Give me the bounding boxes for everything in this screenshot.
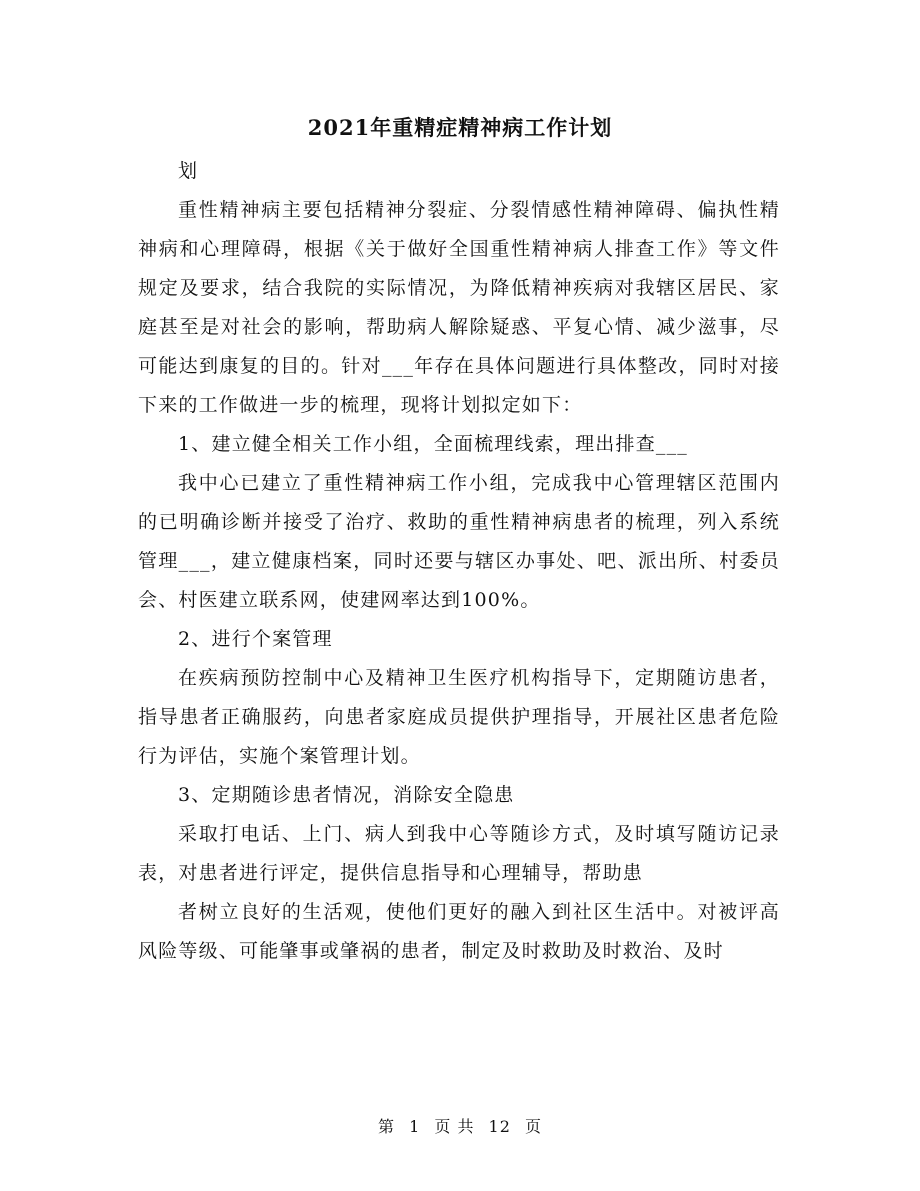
document-title: 2021年重精症精神病工作计划 — [307, 115, 613, 140]
footer-total-pages: 12 — [488, 1117, 511, 1136]
footer-prefix: 第 — [377, 1117, 395, 1136]
page-footer — [0, 1114, 920, 1137]
document-body — [138, 152, 780, 971]
footer-suffix: 页 — [525, 1117, 543, 1136]
footer-page-number: 1 — [409, 1117, 421, 1136]
heading-section-2: 2、进行个案管理 — [178, 628, 333, 650]
heading-section-3: 3、定期随诊患者情况，消除安全隐患 — [178, 784, 515, 806]
paragraph-section-1: 我中心已建立了重性精神病工作小组，完成我中心管理辖区范围内的已明确诊断并接受了治疗、救助的重性精神病患者的梳理，列入系统管理___，建立健康档案，同时还要与辖区办事处、吧、派出所、村委员会、村医建立联系网，使建网率达到100%。 — [138, 472, 780, 611]
paragraph-intro: 重性精神病主要包括精神分裂症、分裂情感性精神障碍、偏执性精神病和心理障碍，根据《关于做好全国重性精神病人排查工作》等文件规定及要求，结合我院的实际情况，为降低精神疾病对我辖区居民、家庭甚至是对社会的影响，帮助病人解除疑惑、平复心情、减少滋事，尽可能达到康复的目的。针对___年存在具体问题进行具体整改，同时对接下来的工作做进一步的梳理，现将计划拟定如下： — [138, 199, 780, 416]
paragraph-section-2: 在疾病预防控制中心及精神卫生医疗机构指导下，定期随访患者，指导患者正确服药，向患者家庭成员提供护理指导，开展社区患者危险行为评估，实施个案管理计划。 — [138, 667, 780, 767]
paragraph-fragment: 划 — [178, 160, 199, 182]
paragraph-section-3a: 采取打电话、上门、病人到我中心等随诊方式，及时填写随访记录表，对患者进行评定，提供信息指导和心理辅导，帮助患 — [138, 823, 780, 884]
heading-section-1: 1、建立健全相关工作小组，全面梳理线索，理出排查___ — [178, 433, 688, 455]
paragraph-section-3b: 者树立良好的生活观，使他们更好的融入到社区生活中。对被评高风险等级、可能肇事或肇祸的患者，制定及时救助及时救治、及时 — [138, 901, 780, 962]
footer-middle: 页 共 — [434, 1117, 475, 1136]
